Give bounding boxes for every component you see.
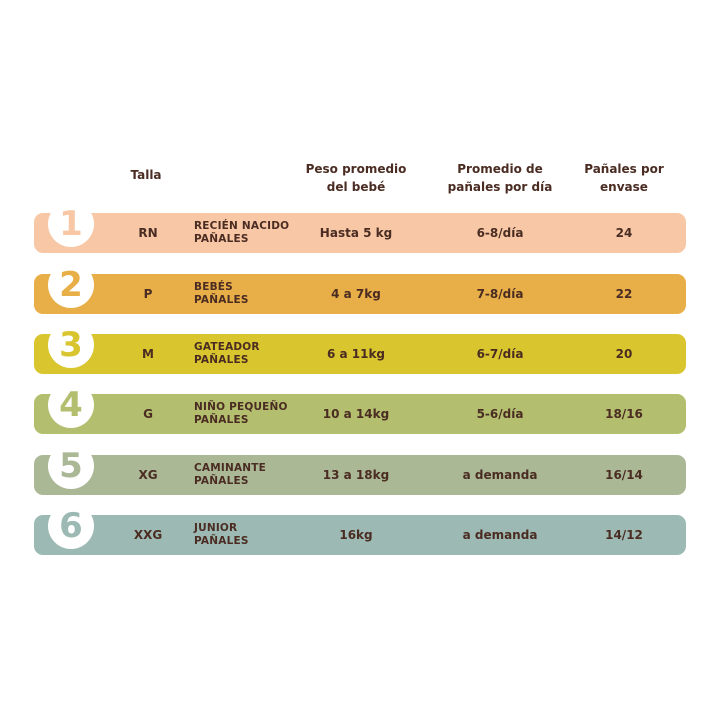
pack-count-value: 22 [615, 287, 633, 301]
size-number-badge: 4 [48, 382, 94, 428]
size-code: G [143, 407, 153, 421]
size-name-line1: BEBÉS [194, 281, 233, 293]
size-number-badge: 5 [48, 443, 94, 489]
header-promedio-line1: Promedio de [457, 162, 543, 176]
size-name-line2: PAÑALES [194, 414, 249, 426]
size-name-line1: JUNIOR [194, 522, 238, 534]
weight-value: 13 a 18kg [322, 468, 390, 482]
size-name-line2: PAÑALES [194, 475, 249, 487]
daily-average-value: 5-6/día [476, 407, 524, 421]
size-code: P [143, 287, 153, 301]
table-row [34, 325, 686, 374]
size-code: RN [138, 226, 158, 240]
daily-average-value: a demanda [462, 468, 538, 482]
table-row [34, 446, 686, 495]
pack-count-value: 18/16 [605, 407, 643, 421]
size-code: XG [138, 468, 158, 482]
table-row [34, 385, 686, 434]
table-row [34, 265, 686, 314]
pack-count-value: 16/14 [605, 468, 643, 482]
header-talla: Talla [130, 168, 162, 182]
size-number-badge: 1 [48, 201, 94, 247]
size-name-line1: CAMINANTE [194, 462, 267, 474]
size-name-line2: PAÑALES [194, 294, 249, 306]
pack-count-value: 20 [615, 347, 633, 361]
size-name-line1: GATEADOR [194, 341, 260, 353]
size-name-line1: RECIÉN NACIDO [194, 220, 290, 232]
size-name-line2: PAÑALES [194, 354, 249, 366]
table-row [34, 506, 686, 555]
header-peso-line1: Peso promedio [305, 162, 407, 176]
size-number-badge: 6 [48, 503, 94, 549]
size-number-badge: 2 [48, 262, 94, 308]
size-name-line2: PAÑALES [194, 535, 249, 547]
daily-average-value: a demanda [462, 528, 538, 542]
table-row [34, 204, 686, 253]
pack-count-value: 24 [615, 226, 633, 240]
daily-average-value: 7-8/día [476, 287, 524, 301]
weight-value: 16kg [339, 528, 373, 542]
header-promedio-line2: pañales por día [447, 180, 553, 194]
header-peso [290, 160, 422, 200]
size-number-badge: 3 [48, 322, 94, 368]
weight-value: 4 a 7kg [331, 287, 381, 301]
header-panales [568, 160, 680, 200]
weight-value: 6 a 11kg [326, 347, 386, 361]
header-promedio [432, 160, 568, 200]
daily-average-value: 6-7/día [476, 347, 524, 361]
daily-average-value: 6-8/día [476, 226, 524, 240]
header-panales-line1: Pañales por [584, 162, 664, 176]
size-name-line2: PAÑALES [194, 233, 249, 245]
header-panales-line2: envase [600, 180, 648, 194]
size-code: XXG [133, 528, 163, 542]
header-peso-line2: del bebé [326, 180, 386, 194]
size-name-line1: NIÑO PEQUEÑO [194, 401, 288, 413]
size-code: M [142, 347, 154, 361]
pack-count-value: 14/12 [605, 528, 643, 542]
weight-value: 10 a 14kg [322, 407, 390, 421]
weight-value: Hasta 5 kg [319, 226, 393, 240]
